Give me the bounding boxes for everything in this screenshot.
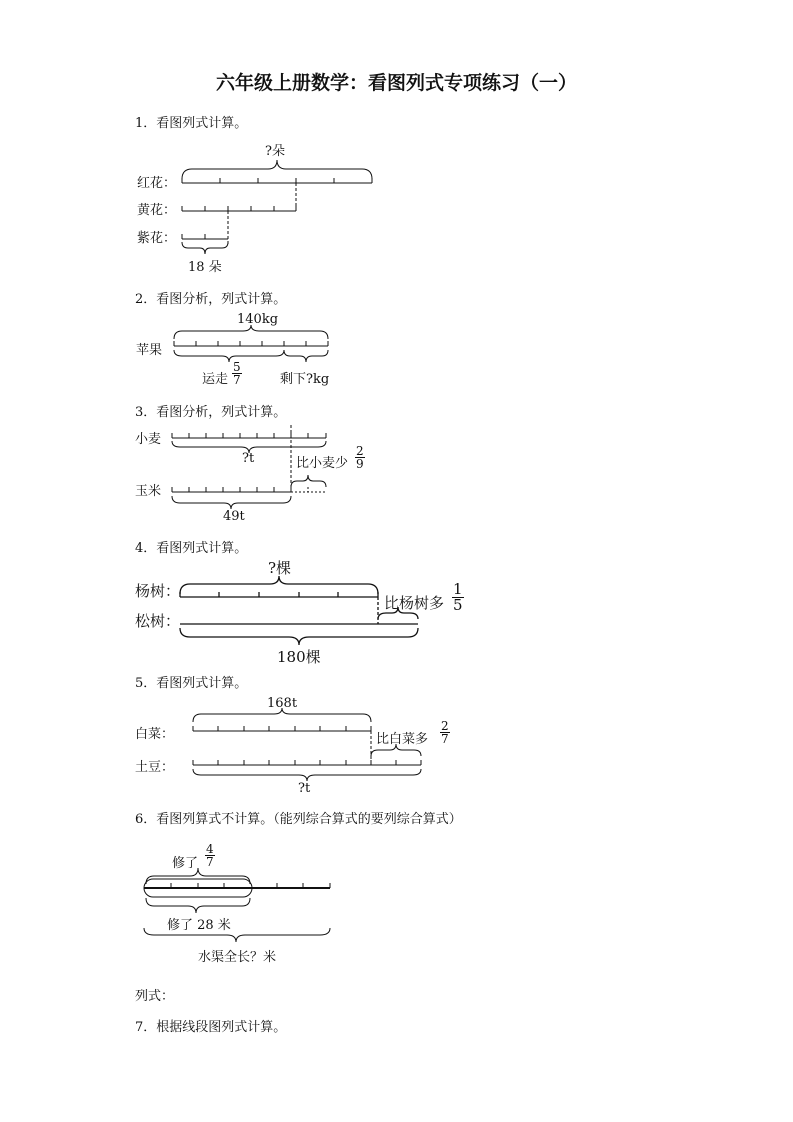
question-7-prompt: 7．根据线段图列式计算。	[135, 1020, 287, 1035]
q1-top-brace	[182, 160, 372, 179]
q1-diagram	[182, 160, 372, 254]
q3-corn-value: 49t	[223, 509, 245, 524]
q5-potato-label: 土豆：	[135, 760, 175, 775]
q1-bottom-brace	[182, 242, 228, 254]
q2-moved-numerator: 5	[233, 360, 241, 374]
q2-rest-label: 剩下?kg	[280, 372, 330, 387]
q2-ticks	[174, 341, 328, 346]
q3-corn-label: 玉米	[135, 484, 162, 499]
q6-formula-label: 列式：	[135, 989, 175, 1004]
q4-total-label: ?棵	[268, 559, 292, 577]
q1-total-label: ?朵	[265, 144, 285, 159]
q4-top-brace	[180, 576, 378, 594]
q1-yellow-label: 黄花：	[137, 203, 177, 218]
q2-rest-brace	[284, 350, 328, 362]
q5-more-fraction	[440, 720, 450, 745]
question-2-prompt: 2．看图分析，列式计算。	[135, 292, 287, 307]
q5-potato-ticks	[193, 760, 421, 765]
q1-yellow-ticks	[182, 206, 296, 211]
q4-more-numerator: 1	[453, 580, 463, 598]
q5-more-denominator: 7	[441, 732, 449, 746]
q2-moved-fraction	[232, 361, 242, 386]
q3-corn-ticks	[172, 487, 291, 492]
question-3-prompt: 3．看图分析，列式计算。	[135, 405, 287, 420]
q4-more-denominator: 5	[453, 596, 463, 614]
q4-more-fraction	[452, 582, 464, 613]
q4-diagram	[180, 576, 418, 645]
q6-repaired-numerator: 4	[206, 842, 214, 856]
q6-repaired-length: 修了 28 米	[167, 918, 231, 933]
q6-repaired-fraction	[205, 843, 215, 868]
q5-potato-unknown: ?t	[298, 781, 311, 796]
q4-poplar-label: 杨树：	[135, 582, 181, 600]
q3-wheat-unknown: ?t	[242, 451, 255, 466]
q4-poplar-ticks	[180, 592, 378, 597]
q2-moved-brace	[174, 350, 284, 362]
q2-moved-denominator: 7	[233, 373, 241, 387]
q2-apple-label: 苹果	[136, 343, 163, 358]
q6-repaired-label: 修了	[172, 856, 199, 871]
q6-total-label: 水渠全长？米	[198, 950, 277, 965]
q5-cabbage-ticks	[193, 726, 371, 731]
q3-wheat-ticks	[172, 433, 326, 438]
q5-more-label: 比白菜多	[376, 732, 429, 747]
q6-repaired-denominator: 7	[206, 855, 214, 869]
q1-red-ticks	[182, 178, 372, 183]
q4-more-label: 比杨树多	[384, 594, 445, 612]
q3-less-label: 比小麦少	[296, 456, 349, 471]
q4-total-bottom-label: 180棵	[277, 648, 321, 666]
q6-repaired-bottom-brace	[146, 898, 250, 913]
q1-purple-label: 紫花：	[137, 231, 177, 246]
question-6-prompt: 6．看图列算式不计算。（能列综合算式的要列综合算式）	[135, 812, 462, 827]
q2-total-label: 140kg	[237, 312, 279, 327]
q3-less-denominator: 9	[356, 457, 364, 471]
q4-bottom-brace	[180, 628, 418, 645]
q5-more-numerator: 2	[441, 719, 449, 733]
q2-diagram	[174, 325, 328, 362]
page-title: 六年级上册数学：看图列式专项练习（一）	[215, 72, 577, 94]
q3-less-fraction	[355, 445, 365, 470]
question-4-prompt: 4．看图列式计算。	[135, 541, 248, 556]
q5-cabbage-label: 白菜：	[135, 727, 175, 742]
q1-red-label: 红花：	[137, 176, 177, 191]
q1-purple-count-label: 18 朵	[188, 260, 222, 275]
q2-top-brace	[174, 325, 328, 339]
q5-bottom-brace	[193, 769, 421, 781]
q3-less-numerator: 2	[356, 444, 364, 458]
question-5-prompt: 5．看图列式计算。	[135, 676, 248, 691]
q5-total-label: 168t	[267, 696, 298, 711]
q3-less-brace	[291, 475, 326, 487]
q3-corn-brace	[172, 496, 291, 509]
q3-wheat-label: 小麦	[135, 432, 162, 447]
q4-pine-label: 松树：	[135, 612, 181, 630]
q2-moved-label: 运走	[202, 372, 229, 387]
question-1-prompt: 1．看图列式计算。	[135, 116, 248, 131]
